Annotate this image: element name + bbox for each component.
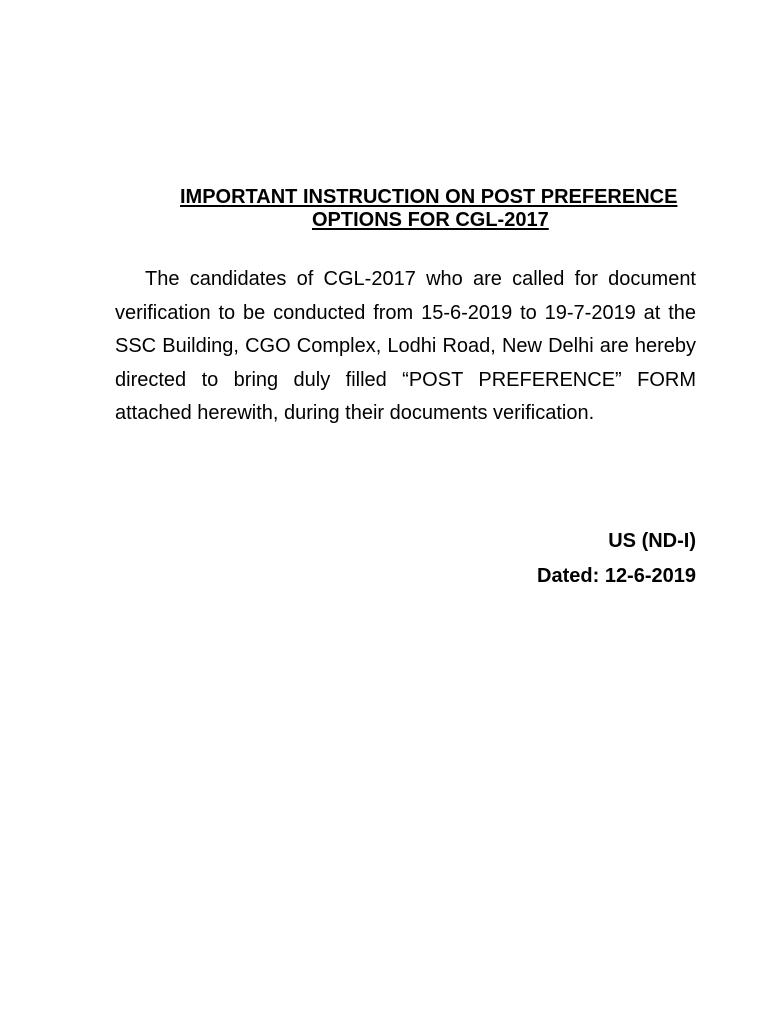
signatory-designation: US (ND-I) xyxy=(608,530,696,552)
document-body-paragraph: The candidates of CGL-2017 who are called for document verification to be conducted from 15-6-2019 to 19-7-2019 at the SSC Building, CGO Complex, Lodhi Road, New Delhi are hereby directed to bring duly filled “POST PREFERENCE” FORM attached herewith, during their documents verification. xyxy=(115,268,696,425)
document-title-line-1: IMPORTANT INSTRUCTION ON POST PREFERENCE xyxy=(180,186,678,208)
document-title-line-2: OPTIONS FOR CGL-2017 xyxy=(312,209,549,231)
document-date: Dated: 12-6-2019 xyxy=(537,565,696,587)
